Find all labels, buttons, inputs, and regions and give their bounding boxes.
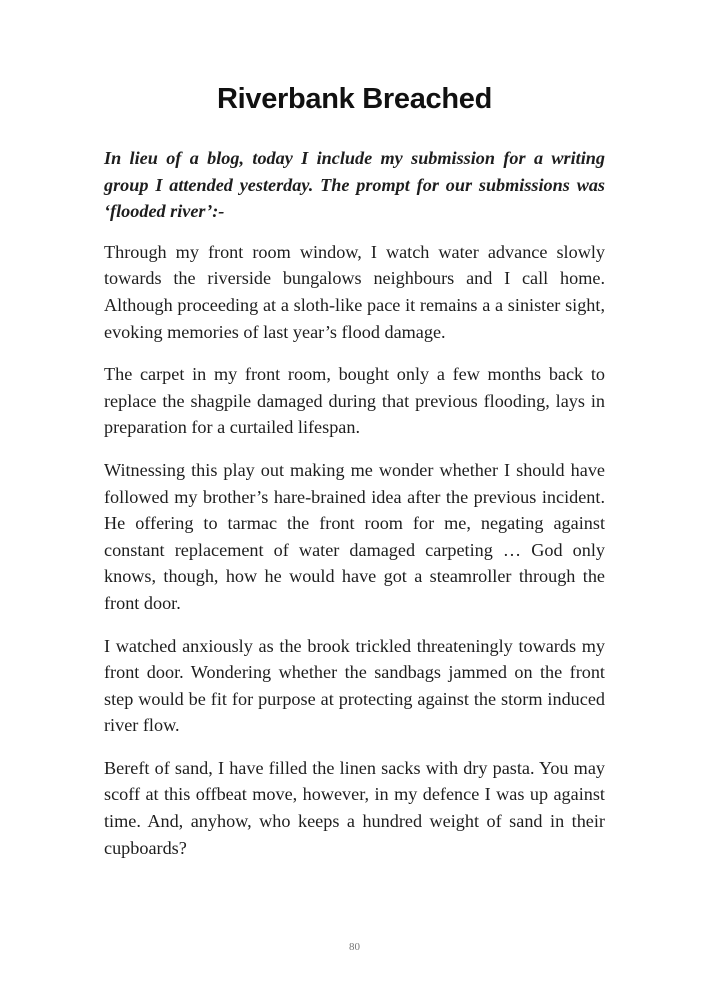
body-text [104,145,605,877]
paragraph: Witnessing this play out making me wonder whether I should have followed my brother’s hare-brained idea after the previous incident. He offering to tarmac the front room for me, negating against constant replacement of water damaged carpeting … God only knows, though, how he would have got a steamroller through the front door. [104,459,605,613]
paragraph: I watched anxiously as the brook trickled threateningly towards my front door. Wondering whether the sandbags jammed on the front step would be fit for purpose at protecting against the storm induced river flow. [104,635,605,736]
page-number: 80 [349,941,360,953]
paragraph: Through my front room window, I watch water advance slowly towards the riverside bungalows neighbours and I call home. Although proceeding at a sloth-like pace it remains a a sinister sight, evoking memories of last year’s flood damage. [104,241,605,342]
paragraph: Bereft of sand, I have filled the linen sacks with dry pasta. You may scoff at this offbeat move, however, in my defence I was up against time. And, anyhow, who keeps a hundred weight of sand in their cupboards? [104,757,605,858]
paragraph: The carpet in my front room, bought only a few months back to replace the shagpile damaged during that previous flooding, lays in preparation for a curtailed lifespan. [104,364,605,438]
page-title: Riverbank Breached [216,83,493,115]
intro-paragraph: In lieu of a blog, today I include my submission for a writing group I attended yesterday. The prompt for our submissions was ‘flooded river’:- [104,148,605,222]
